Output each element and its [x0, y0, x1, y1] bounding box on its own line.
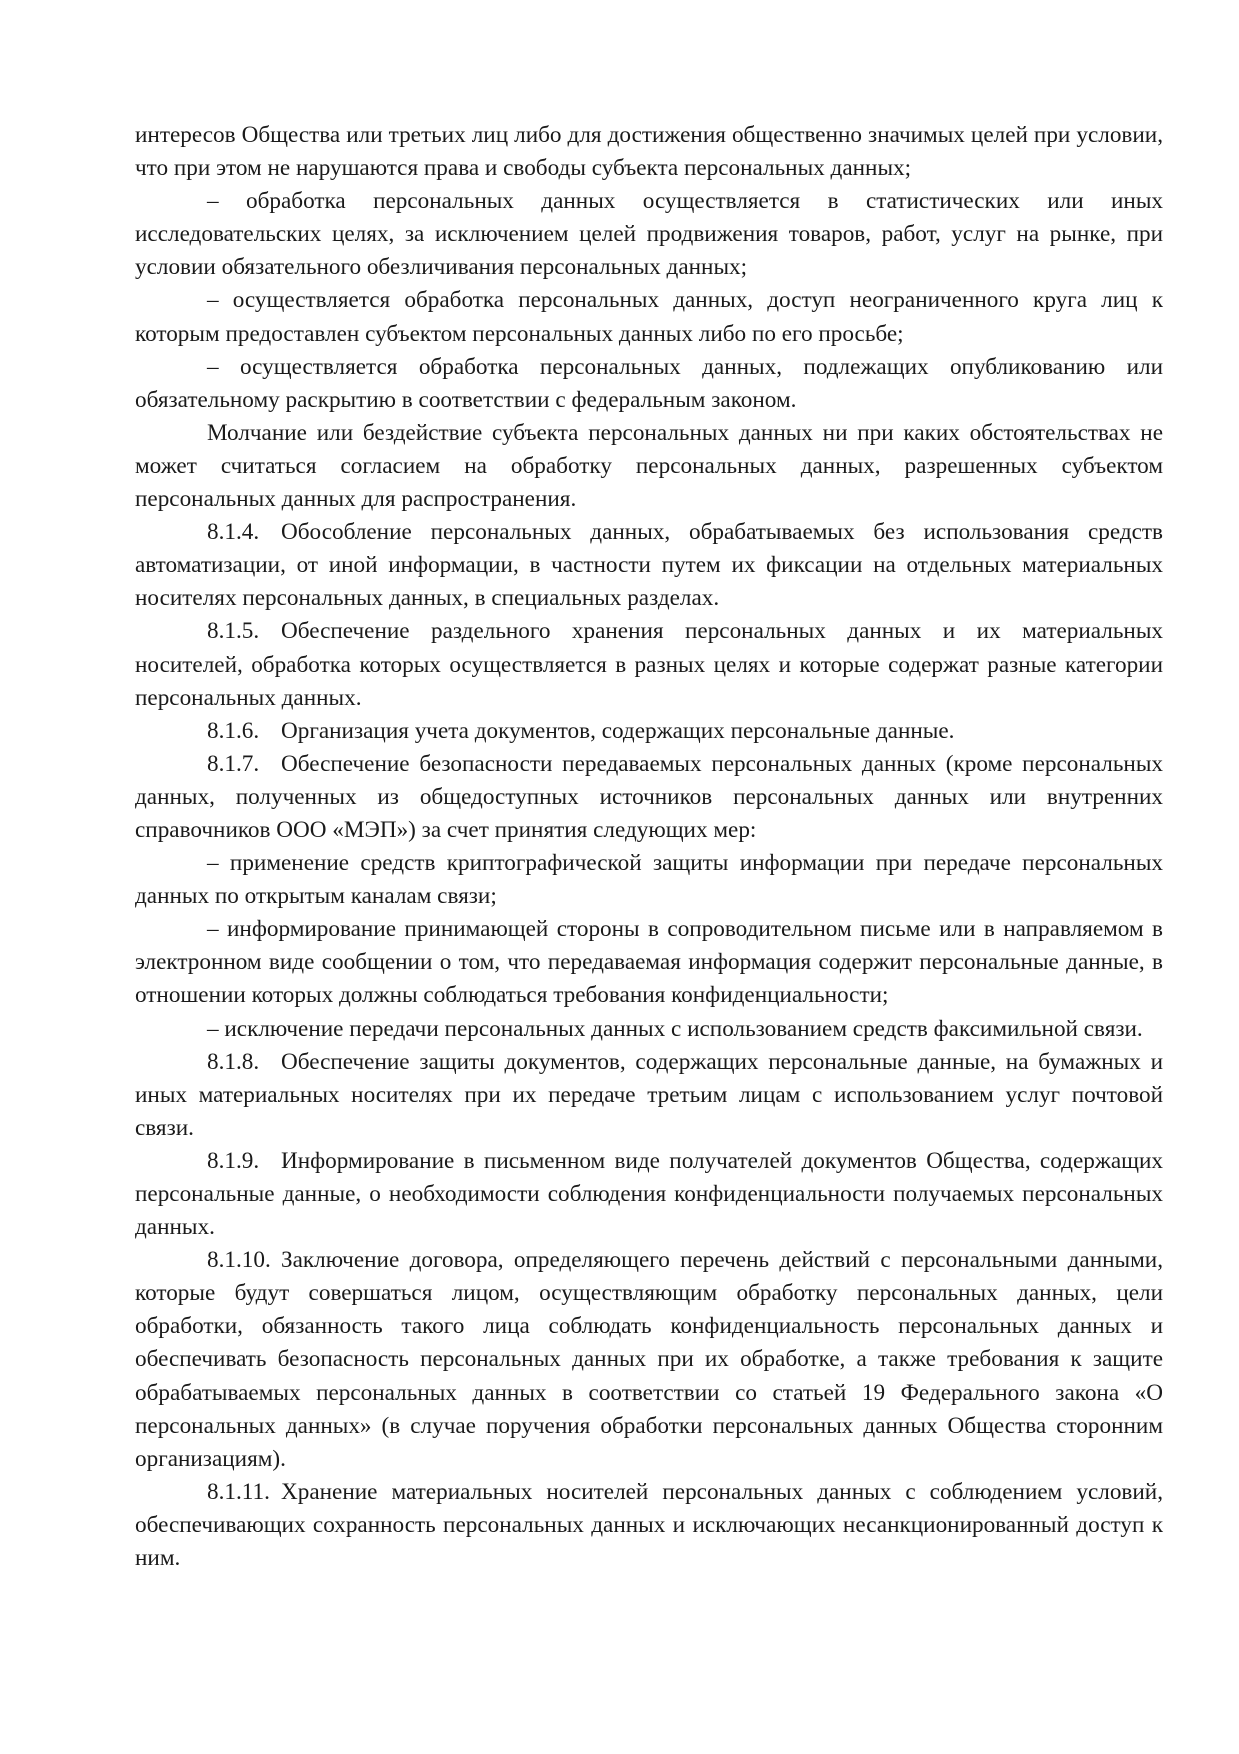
clause-text: Обособление персональных данных, обрабатываемых без использования средств автоматизации, от иной информации, в частности путем их фиксации на отдельных материальных носителях персональных данных, в специальных разделах. [135, 519, 1163, 612]
bullet-item [135, 1013, 1163, 1046]
bullet-text: – осуществляется обработка персональных данных, доступ неограниченного круга лиц к которым предоставлен субъектом персональных данных либо по его просьбе; [135, 287, 1163, 347]
clause-number: 8.1.7. [207, 750, 260, 777]
bullet-item [135, 284, 1163, 350]
paragraph [135, 417, 1163, 516]
bullet-text: – осуществляется обработка персональных данных, подлежащих опубликованию или обязательному раскрытию в соответствии с федеральным законом. [135, 353, 1163, 413]
clause-text: Заключение договора, определяющего перечень действий с персональными данными, которые будут совершаться лицом, осуществляющим обработку персональных данных, цели обработки, обязанность такого лица соблюдать конфиденциальность персональных данных и обеспечивать безопасность персональных данных при их обработке, а также требования к защите обрабатываемых персональных данных в соответствии со статьей 19 Федерального закона «О персональных данных» (в случае поручения обработки персональных данных Общества сторонним организациям). [135, 1247, 1163, 1472]
clause-number: 8.1.5. [207, 618, 260, 645]
clause-8-1-6 [135, 715, 1163, 748]
clause-text: Организация учета документов, содержащих персональные данные. [281, 717, 955, 744]
clause-number: 8.1.8. [207, 1048, 260, 1075]
clause-8-1-11 [135, 1476, 1163, 1575]
paragraph-text: Молчание или бездействие субъекта персональных данных ни при каких обстоятельствах не может считаться согласием на обработку персональных данных, разрешенных субъектом персональных данных для распространения. [135, 419, 1163, 513]
bullet-text: – исключение передачи персональных данных с использованием средств факсимильной связи. [207, 1015, 1143, 1042]
clause-text: Информирование в письменном виде получателей документов Общества, содержащих персональные данные, о необходимости соблюдения конфиденциальности получаемых персональных данных. [135, 1147, 1163, 1241]
clause-number: 8.1.10. [207, 1247, 271, 1274]
bullet-item [135, 351, 1163, 417]
bullet-text: – информирование принимающей стороны в сопроводительном письме или в направляемом в электронном виде сообщении о том, что передаваемая информация содержит персональные данные, в отношении которых должны соблюдаться требования конфиденциальности; [135, 916, 1163, 1009]
clause-number: 8.1.9. [207, 1147, 260, 1174]
clause-number: 8.1.6. [207, 717, 260, 744]
paragraph-text: интересов Общества или третьих лиц либо для достижения общественно значимых целей при условии, что при этом не нарушаются права и свободы субъекта персональных данных; [135, 122, 1163, 182]
clause-8-1-7 [135, 748, 1163, 847]
bullet-item [135, 185, 1163, 284]
document-page [135, 119, 1163, 1575]
clause-text: Обеспечение безопасности передаваемых персональных данных (кроме персональных данных, полученных из общедоступных источников персональных данных или внутренних справочников ООО «МЭП») за счет принятия следующих мер: [135, 750, 1163, 843]
bullet-text: – применение средств криптографической защиты информации при передаче персональных данных по открытым каналам связи; [135, 850, 1163, 910]
clause-text: Обеспечение раздельного хранения персональных данных и их материальных носителей, обработка которых осуществляется в разных целях и которые содержат разные категории персональных данных. [135, 618, 1163, 711]
bullet-text: – обработка персональных данных осуществляется в статистических или иных исследовательских целях, за исключением целей продвижения товаров, работ, услуг на рынке, при условии обязательного обезличивания персональных данных; [135, 188, 1163, 281]
bullet-item [135, 913, 1163, 1012]
clause-8-1-4 [135, 516, 1163, 615]
clause-number: 8.1.11. [207, 1478, 270, 1505]
clause-8-1-5 [135, 615, 1163, 714]
paragraph-continuation [135, 119, 1163, 185]
clause-text: Хранение материальных носителей персональных данных с соблюдением условий, обеспечивающих сохранность персональных данных и исключающих несанкционированный доступ к ним. [135, 1478, 1163, 1572]
clause-8-1-9 [135, 1145, 1163, 1244]
clause-text: Обеспечение защиты документов, содержащих персональные данные, на бумажных и иных материальных носителях при их передаче третьим лицам с использованием услуг почтовой связи. [135, 1048, 1163, 1141]
bullet-item [135, 847, 1163, 913]
clause-8-1-8 [135, 1046, 1163, 1145]
clause-number: 8.1.4. [207, 519, 260, 546]
clause-8-1-10 [135, 1244, 1163, 1476]
